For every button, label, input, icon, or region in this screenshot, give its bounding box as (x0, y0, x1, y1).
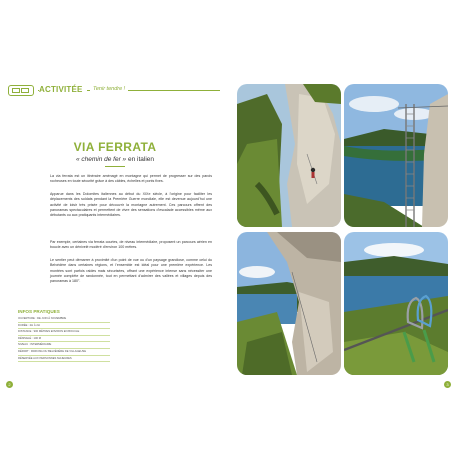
section-header (8, 85, 220, 97)
photo-ladder-lake (344, 84, 448, 227)
paragraph-2: Apparue dans les Dolomites italiennes au début du XIXe siècle, à l'origine pour faciliter les déplacements des soldats pendant la Première Guerre mondiale, elle est devenue aujourd'hui une activité de loisir très prisée pour découvrir la montagne autrement. Ces parcours offrent des panoramas spectaculaires et permettent de vivre des sensations d'escalade accessibles même aux débutants ou aux pratiquants intermédiaires. (50, 192, 212, 218)
page-number-right: 3 (444, 381, 451, 388)
page-number-left: 2 (6, 381, 13, 388)
section-label: ACTIVITÉE (39, 85, 87, 94)
paragraph-4: Le sentier peut démarrer à proximité d'un point de vue ou d'un paysage grandiose, comme celui du Belvédère dans certaines régions, et l'ensemble est idéal pour une première expérience. Les montées sont parfois raides mais sécurisées, offrant une expérience intense sans nécessiter une journée complète de randonnée, tout en permettant d'admirer des vallées et villages depuis des panoramas à 180°. (50, 258, 212, 284)
infos-title: INFOS PRATIQUES (18, 309, 60, 314)
infos-item: NIVEAU : INTERMÉDIAIRE (18, 342, 110, 349)
article-title: VIA FERRATA (73, 140, 157, 154)
infos-box (18, 309, 110, 362)
title-divider (105, 166, 125, 167)
infos-item: RÉSERVÉE AUX PERSONNES MAJEURES (18, 356, 110, 363)
subtitle-lang: en italien (128, 156, 155, 163)
photo-carabiner-cable (344, 232, 448, 375)
photo-climber-cliff (237, 84, 341, 227)
infos-item: DÉPART : PARKING DU BELVÉDÈRE DE VILLAGEUSE (18, 349, 110, 356)
section-sub: Tenir tendre ! (90, 86, 128, 92)
subtitle-quote: « chemin de fer » (75, 156, 127, 163)
paragraph-3: Par exemple, certaines via ferrata courtes, de niveau intermédiaire, proposent un parcours aérien en boucle avec un dénivelé modéré d'environ 100 mètres. (50, 240, 212, 250)
infos-item: DURÉE : 2H À 2H (18, 323, 110, 330)
infos-item: DISTANCE : 900 MÈTRES ENVIRON EN BOUCLE (18, 329, 110, 336)
infos-item: DÉNIVELÉ : 100 M (18, 336, 110, 343)
van-icon (8, 85, 34, 96)
article-subtitle (0, 156, 230, 163)
photo-cliff-lake (237, 232, 341, 375)
infos-item: OUVERTURE : DE JUIN À NOVEMBRE (18, 316, 110, 323)
paragraph-1: La via ferrata est un itinéraire aménagé en montagne qui permet de progresser sur des parois rocheuses en toute sécurité grâce à des câbles, échelles et ponts fixes. (50, 174, 212, 184)
